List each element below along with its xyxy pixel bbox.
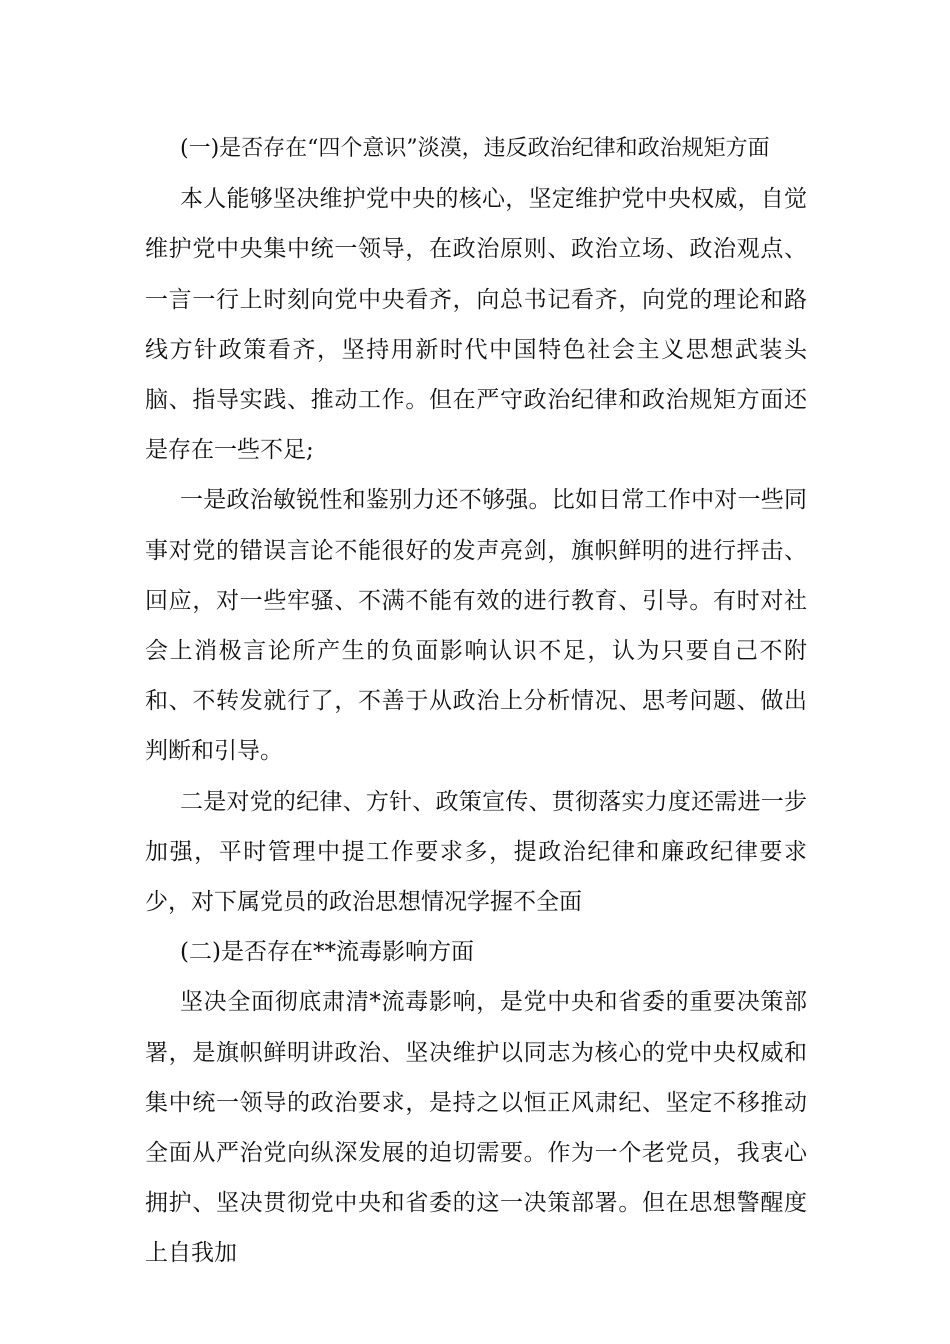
paragraph-point-two: 二是对党的纪律、方针、政策宣传、贯彻落实力度还需进一步加强，平时管理中提工作要求多，提政治纪律和廉政纪律要求少，对下属党员的政治思想情况学握不全面 — [145, 788, 807, 916]
paragraph-point-one: 一是政治敏锐性和鉴别力还不够强。比如日常工作中对一些同事对党的错误言论不能很好的发声亮剑，旗帜鲜明的进行抨击、回应，对一些牢骚、不满不能有效的进行教育、引导。有时对社会上消极言论所产生的负面影响认识不足，认为只要自己不附和、不转发就行了，不善于从政治上分析情况、思考问题、做出判断和引导。 — [145, 487, 807, 765]
section-heading-1: (一)是否存在“四个意识”淡漠，违反政治纪律和政治规矩方面 — [180, 136, 770, 161]
section-heading-2: (二)是否存在**流毒影响方面 — [180, 939, 474, 966]
document-body — [145, 124, 807, 1279]
paragraph-political-discipline: 本人能够坚决维护党中央的核心，坚定维护党中央权威，自觉维护党中央集中统一领导，在政治原则、政治立场、政治观点、一言一行上时刻向党中央看齐，向总书记看齐，向党的理论和路线方针政策看齐，坚持用新时代中国特色社会主义思想武装头脑、指导实践、推动工作。但在严守政治纪律和政治规矩方面还是存在一些不足; — [145, 186, 807, 464]
paragraph-eliminate-influence: 坚决全面彻底肃清*流毒影响，是党中央和省委的重要决策部署，是旗帜鲜明讲政治、坚决维护以同志为核心的党中央权威和集中统一领导的政治要求，是持之以恒正风肃纪、坚定不移推动全面从严治党向纵深发展的迫切需要。作为一个老党员，我衷心拥护、坚决贯彻党中央和省委的这一决策部署。但在思想警醒度上自我加 — [145, 989, 807, 1267]
